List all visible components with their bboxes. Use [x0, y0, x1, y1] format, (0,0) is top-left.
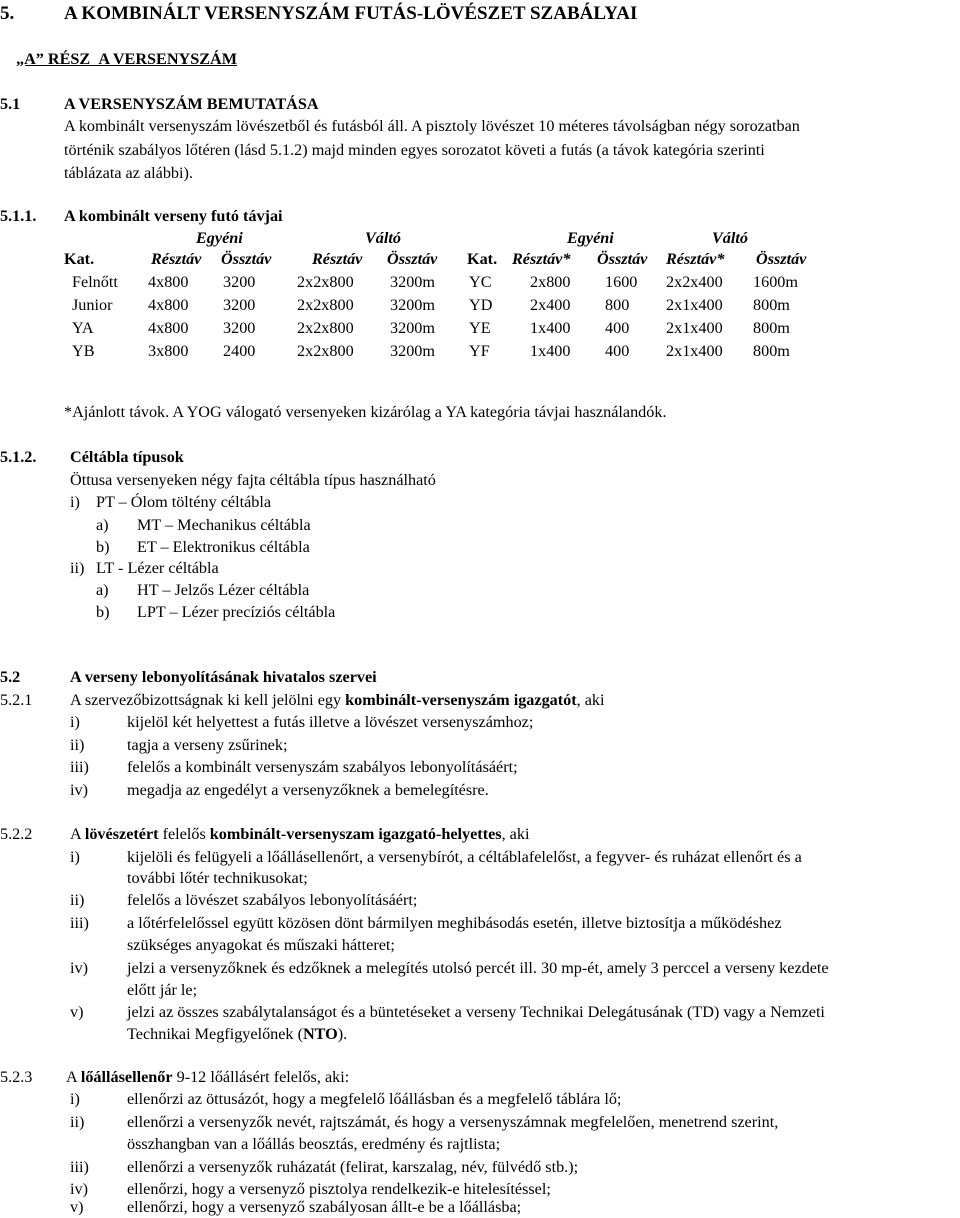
s522-intro-b2: kombinált-versenyszam igazgató-helyettes [209, 825, 502, 843]
table-cell: 3200 [223, 273, 256, 291]
table-cell: 3200m [390, 273, 435, 291]
table-cell: YD [469, 296, 493, 314]
s523-intro-a: A [66, 1068, 81, 1086]
list-item-mark: i) [70, 848, 80, 866]
table-cell: 2x2x800 [297, 342, 354, 360]
table-cell: 2x1x400 [666, 296, 723, 314]
table-cell: 2x2x800 [297, 319, 354, 337]
list-item-cont: további lőtér technikusokat; [127, 869, 308, 887]
table-footnote: *Ajánlott távok. A YOG válogató versenyeken kizárólag a YA kategória távjai használandók. [64, 403, 667, 421]
list-item-mark: i) [70, 1090, 80, 1108]
list-item: kijelöl két helyettest a futás illetve a lövészet versenyszámhoz; [127, 713, 534, 731]
s522-intro [70, 823, 529, 845]
table-row [0, 340, 960, 362]
s51-title: A VERSENYSZÁM BEMUTATÁSA [64, 95, 319, 113]
list-item-cont: szükséges anyagokat és műszaki hátteret; [127, 936, 395, 954]
table-cell: 3x800 [148, 342, 189, 360]
table-cell: 3200m [390, 319, 435, 337]
s522-intro-a: A [70, 825, 85, 843]
s522-last-post: ). [337, 1025, 348, 1043]
list-item: jelzi az összes szabálytalanságot és a büntetéseket a verseny Technikai Delegátusának (TD) vagy a Nemzeti [127, 1003, 825, 1021]
table-cell: 800 [605, 296, 630, 314]
list-item: jelzi a versenyzőknek és edzőknek a melegítés utolsó percét ill. 30 mp-ét, amely 3 perccel a verseny kezdete [127, 959, 829, 977]
list-item-mark: ii) [70, 1113, 85, 1131]
table-cell: 3200m [390, 296, 435, 314]
list-item-mark: iv) [70, 959, 88, 977]
s512-intro: Öttusa versenyeken négy fajta céltábla típus használható [70, 471, 436, 489]
s523-intro [66, 1066, 349, 1088]
table-cell: 3200m [390, 342, 435, 360]
table-cell: 2x400 [530, 296, 571, 314]
table-cell: 2x1x400 [666, 342, 723, 360]
table-cell: 2400 [223, 342, 256, 360]
table-cell: 3200 [223, 319, 256, 337]
chapter-number: 5. [0, 3, 15, 24]
part-label [16, 48, 237, 70]
list-item-mark: i) [70, 493, 80, 511]
list-item: ellenőrzi a versenyzők ruházatát (felirat, karszalag, név, fülvédő stb.); [127, 1158, 579, 1176]
header-kat-1: Kat. [64, 250, 95, 268]
header-ossztav-4: Össztáv [756, 250, 807, 268]
table-group-header [0, 227, 960, 249]
s523-number: 5.2.3 [0, 1068, 33, 1086]
list-item-mark: ii) [70, 736, 85, 754]
list-item: ellenőrzi a versenyzők nevét, rajtszámát, és hogy a versenyszámnak megfelelően, menetrend szerint, [127, 1113, 779, 1131]
chapter-title: A KOMBINÁLT VERSENYSZÁM FUTÁS-LÖVÉSZET SZABÁLYAI [64, 3, 638, 24]
list-item: PT – Ólom töltény céltábla [96, 493, 272, 511]
table-cell: 3200 [223, 296, 256, 314]
table-cell: 1x400 [530, 319, 571, 337]
s512-number: 5.1.2. [0, 448, 37, 466]
s521-intro-bold: kombinált-versenyszám igazgatót [345, 691, 577, 709]
table-cell: YA [72, 319, 94, 337]
s521-intro [70, 689, 605, 711]
table-row [0, 294, 960, 316]
list-item-mark: v) [70, 1198, 84, 1216]
list-item: kijelöli és felügyeli a lőállásellenőrt, a versenybírót, a céltáblafelelőst, a fegyver- és ruházat ellenőrt és a [127, 848, 802, 866]
s522-last-bold: NTO [302, 1025, 338, 1043]
group-header-valto-2: Váltó [712, 229, 748, 247]
list-item: tagja a verseny zsűrinek; [127, 736, 288, 754]
list-item-mark: iii) [70, 758, 89, 776]
list-item: ellenőrzi az öttusázót, hogy a megfelelő lőállásban és a megfelelő táblára lő; [127, 1090, 622, 1108]
table-cell: 1600 [605, 273, 638, 291]
table-cell: YF [469, 342, 490, 360]
group-header-egyeni-2: Egyéni [567, 229, 614, 247]
table-cell: 1x400 [530, 342, 571, 360]
table-cell: 800m [753, 342, 790, 360]
list-item-mark: i) [70, 713, 80, 731]
s522-intro-d: , aki [501, 825, 530, 843]
table-cell: YB [72, 342, 95, 360]
list-item-mark: ii) [70, 891, 85, 909]
table-cell: 800m [753, 296, 790, 314]
table-cell: YE [469, 319, 491, 337]
list-item: felelős a kombinált versenyszám szabályos lebonyolításáért; [127, 758, 518, 776]
list-item-cont: összhangban van a lőállás beosztás, eredmény és rajtlista; [127, 1135, 501, 1153]
list-item-mark: v) [70, 1003, 84, 1021]
list-item: LT - Lézer céltábla [96, 559, 219, 577]
s523-intro-b: lőállásellenőr [80, 1068, 173, 1086]
list-item: ET – Elektronikus céltábla [137, 538, 310, 556]
s521-intro-pre: A szervezőbizottságnak ki kell jelölni egy [70, 691, 346, 709]
s52-number: 5.2 [0, 668, 21, 686]
table-cell: 400 [605, 319, 630, 337]
s522-intro-c: felelős [158, 825, 210, 843]
header-ossztav-2: Össztáv [387, 250, 438, 268]
s51-line-3: táblázata az alábbi). [64, 164, 193, 182]
list-item: ellenőrzi, hogy a versenyző pisztolya rendelkezik-e hitelesítéssel; [127, 1180, 551, 1198]
list-item-mark: iv) [70, 1180, 88, 1198]
header-ossztav-3: Össztáv [597, 250, 648, 268]
header-resztav-2: Résztáv [312, 250, 363, 268]
list-item-mark: iv) [70, 781, 88, 799]
group-header-egyeni-1: Egyéni [196, 229, 243, 247]
list-item-mark: b) [96, 538, 110, 556]
header-kat-2: Kat. [467, 250, 498, 268]
table-cell: 400 [605, 342, 630, 360]
s51-line-2: történik szabályos lőtéren (lásd 5.1.2) majd minden egyes sorozatot követi a futás (a távok kategória szerinti [64, 141, 765, 159]
part-quote: „A” RÉSZ [16, 50, 91, 68]
s511-number: 5.1.1. [0, 207, 37, 225]
table-cell: 2x2x800 [297, 273, 354, 291]
table-cell: YC [469, 273, 492, 291]
table-row [0, 271, 960, 293]
table-cell: Junior [72, 296, 113, 314]
table-cell: 4x800 [148, 319, 189, 337]
table-cell: 2x2x400 [666, 273, 723, 291]
s521-intro-post: , aki [576, 691, 605, 709]
table-cell: 800m [753, 319, 790, 337]
table-header-row [0, 248, 960, 270]
list-item: LPT – Lézer precíziós céltábla [137, 603, 336, 621]
table-cell: 2x2x800 [297, 296, 354, 314]
list-item-cont: előtt jár le; [127, 981, 198, 999]
list-item-cont [127, 1023, 347, 1045]
header-resztav-4: Résztáv* [666, 250, 725, 268]
header-ossztav-1: Össztáv [221, 250, 272, 268]
list-item-mark: a) [96, 581, 109, 599]
s512-title: Céltábla típusok [70, 448, 184, 466]
s51-number: 5.1 [0, 95, 21, 113]
list-item-mark: a) [96, 516, 109, 534]
list-item: megadja az engedélyt a versenyzőknek a bemelegítésre. [127, 781, 489, 799]
s521-number: 5.2.1 [0, 691, 33, 709]
list-item: a lőtérfelelőssel együtt közösen dönt bármilyen meghibásodás esetén, illetve biztosítja a működéshez [127, 914, 782, 932]
list-item-mark: iii) [70, 914, 89, 932]
table-cell: 2x800 [530, 273, 571, 291]
list-item: MT – Mechanikus céltábla [137, 516, 311, 534]
table-cell: 2x1x400 [666, 319, 723, 337]
group-header-valto-1: Váltó [365, 229, 401, 247]
s51-line-1: A kombinált versenyszám lövészetből és futásból áll. A pisztoly lövészet 10 méteres távolságban négy sorozatban [64, 117, 800, 135]
s52-title: A verseny lebonyolításának hivatalos szervei [70, 668, 377, 686]
list-item: ellenőrzi, hogy a versenyző szabályosan állt-e be a lőállásba; [127, 1198, 522, 1216]
header-resztav-3: Résztáv* [512, 250, 571, 268]
s522-number: 5.2.2 [0, 825, 33, 843]
list-item: felelős a lövészet szabályos lebonyolításáért; [127, 891, 418, 909]
table-cell: 4x800 [148, 273, 189, 291]
header-resztav-1: Résztáv [151, 250, 202, 268]
list-item: HT – Jelzős Lézer céltábla [137, 581, 310, 599]
list-item-mark: b) [96, 603, 110, 621]
table-cell: Felnőtt [72, 273, 118, 291]
table-cell: 4x800 [148, 296, 189, 314]
table-cell: 1600m [753, 273, 798, 291]
s523-intro-c: 9-12 lőállásért felelős, aki: [172, 1068, 350, 1086]
table-row [0, 317, 960, 339]
s511-title: A kombinált verseny futó távjai [64, 207, 283, 225]
s522-intro-b1: lövészetért [84, 825, 159, 843]
s522-last-pre: Technikai Megfigyelőnek ( [127, 1025, 303, 1043]
list-item-mark: ii) [70, 559, 85, 577]
list-item-mark: iii) [70, 1158, 89, 1176]
part-title: A VERSENYSZÁM [98, 50, 237, 68]
